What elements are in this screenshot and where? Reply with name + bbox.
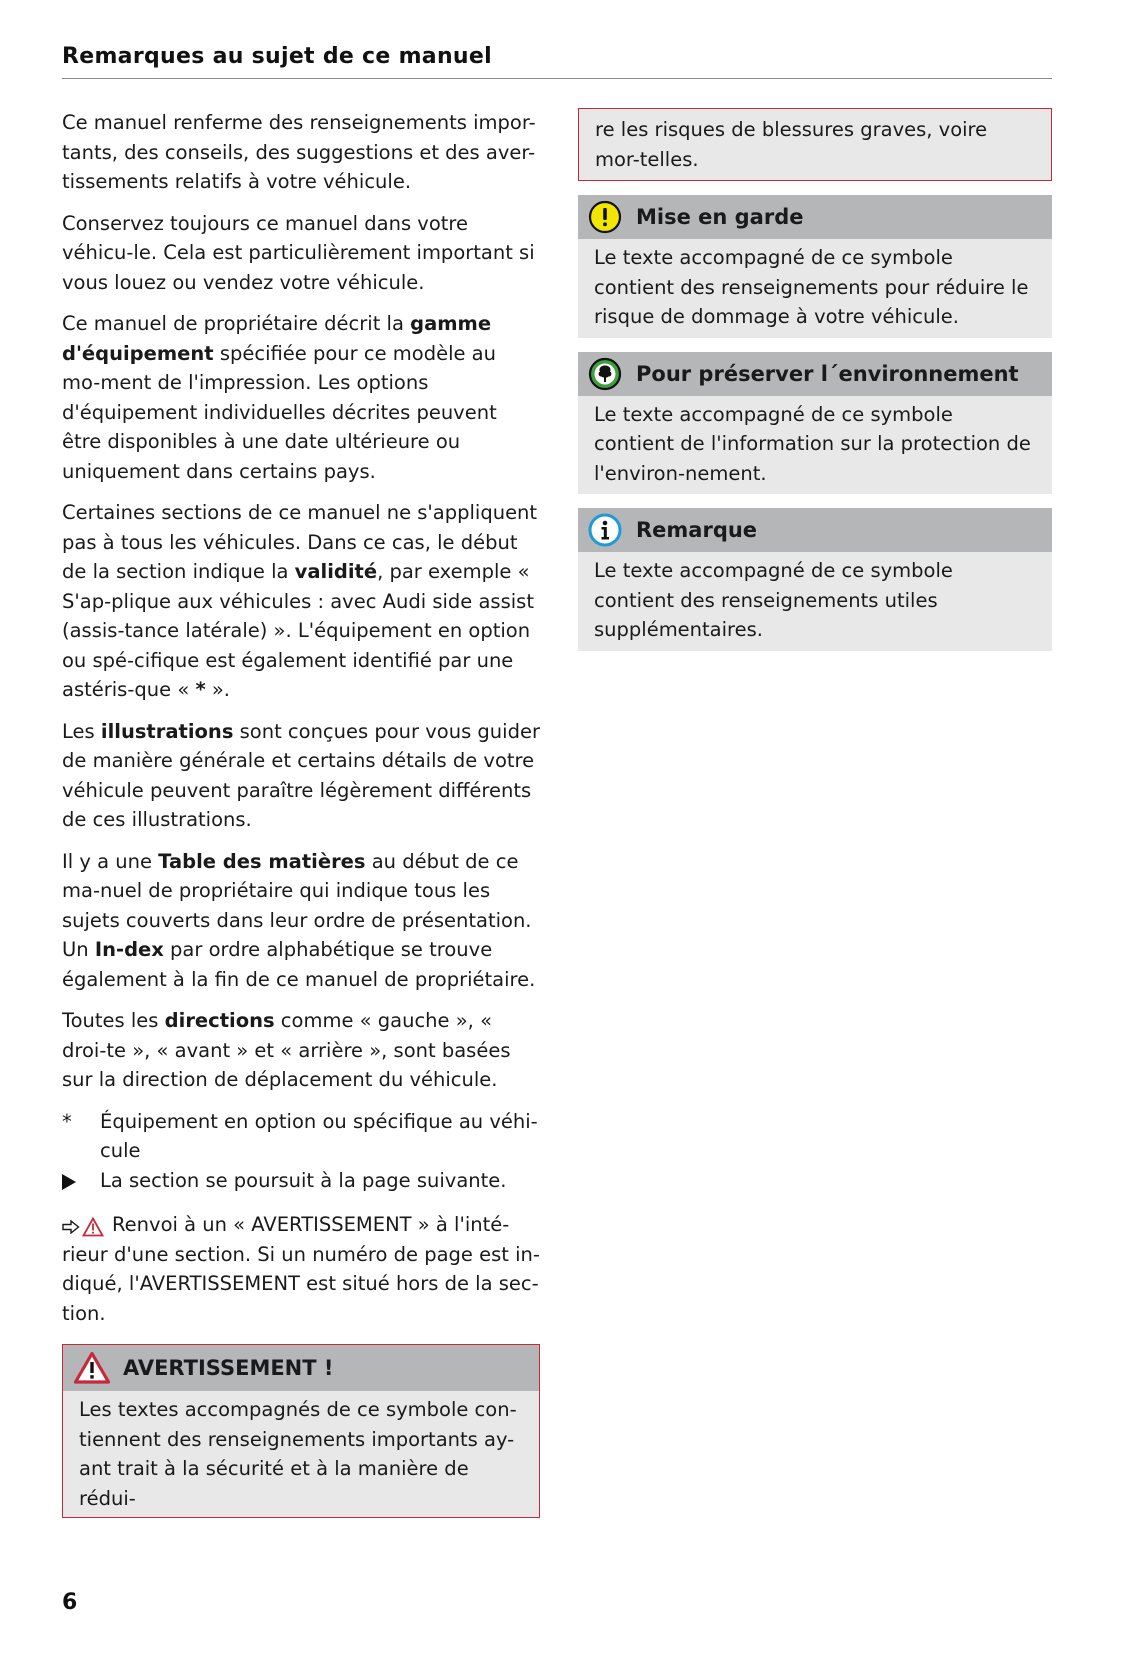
warning-continuation: re les risques de blessures graves, voire mor-telles. <box>578 108 1052 181</box>
paragraph-warning-reference: Renvoi à un « AVERTISSEMENT » à l'inté-rieur d'une section. Si un numéro de page est in-diqué, l'AVERTISSEMENT est situé hors de la sec-tion. <box>62 1213 540 1325</box>
legend-item-asterisk <box>62 1107 540 1166</box>
environment-box <box>578 352 1052 495</box>
paragraph-validity: Certaines sections de ce manuel ne s'appliquent pas à tous les véhicules. Dans ce cas, le début de la section indique la validité, par exemple « S'ap-plique aux véhicules : avec Audi side assist (assis-tance latérale) ». L'équipement en option ou spé-cifique est également identifié par une astéris-que « * ». <box>62 501 538 701</box>
paragraph-directions: Toutes les directions comme « gauche », « droi-te », « avant » et « arrière », sont basées sur la direction de déplacement du véhicule. <box>62 1009 511 1091</box>
left-column <box>62 108 540 1532</box>
warning-box-header <box>63 1345 539 1391</box>
exclamation-circle-icon <box>588 200 622 234</box>
page-number: 6 <box>62 1590 78 1615</box>
page-header-title: Remarques au sujet de ce manuel <box>62 44 492 69</box>
caution-title: Mise en garde <box>636 205 804 229</box>
paragraph-intro: Ce manuel renferme des renseignements impor-tants, des conseils, des suggestions et des aver-tissements relatifs à votre véhicule. <box>62 111 536 193</box>
warning-triangle-icon <box>82 1217 104 1237</box>
warning-body: Les textes accompagnés de ce symbole con-tiennent des renseignements importants ay-ant trait à la sécurité et à la manière de rédui- <box>63 1391 539 1517</box>
paragraph-equipment: Ce manuel de propriétaire décrit la gamme d'équipement spécifiée pour ce modèle au mo-ment de l'impression. Les options d'équipement individuelles décrites peuvent être disponibles à une date ultérieure ou uniquement dans certains pays. <box>62 312 497 483</box>
warning-box <box>62 1344 540 1518</box>
caution-box <box>578 195 1052 338</box>
environment-body: Le texte accompagné de ce symbole contient de l'information sur la protection de l'environ-nement. <box>578 396 1052 495</box>
environment-title: Pour préserver l´environnement <box>636 361 1019 386</box>
right-column <box>578 108 1052 665</box>
arrow-right-outline-icon <box>62 1220 80 1234</box>
legend-text: Équipement en option ou spécifique au véhi-cule <box>100 1109 538 1162</box>
legend-text: La section se poursuit à la page suivante. <box>100 1168 507 1192</box>
note-box-header <box>578 508 1052 552</box>
header-divider <box>62 78 1052 79</box>
legend-item-continues <box>62 1166 540 1199</box>
warning-triangle-icon <box>73 1351 111 1385</box>
paragraph-illustrations: Les illustrations sont conçues pour vous guider de manière générale et certains détails de votre véhicule peuvent paraître légèrement différents de ces illustrations. <box>62 719 540 831</box>
play-triangle-icon <box>62 1174 76 1190</box>
paragraph-keep-manual: Conservez toujours ce manuel dans votre véhicu-le. Cela est particulièrement important si vous louez ou vendez votre véhicule. <box>62 211 535 294</box>
environment-box-header <box>578 352 1052 396</box>
caution-box-header <box>578 195 1052 239</box>
caution-body: Le texte accompagné de ce symbole contient des renseignements pour réduire le risque de dommage à votre véhicule. <box>578 239 1052 338</box>
paragraph-contents: Il y a une Table des matières au début de ce ma-nuel de propriétaire qui indique tous les sujets couverts dans leur ordre de présentation. Un In-dex par ordre alphabétique se trouve également à la fin de ce manuel de propriétaire. <box>62 849 536 991</box>
note-title: Remarque <box>636 518 758 542</box>
asterisk-icon: * <box>62 1109 72 1133</box>
note-box <box>578 508 1052 651</box>
tree-circle-icon <box>588 357 622 391</box>
warning-title: AVERTISSEMENT ! <box>123 1356 334 1380</box>
note-body: Le texte accompagné de ce symbole contient des renseignements utiles supplémentaires. <box>578 552 1052 651</box>
info-circle-icon <box>588 513 622 547</box>
